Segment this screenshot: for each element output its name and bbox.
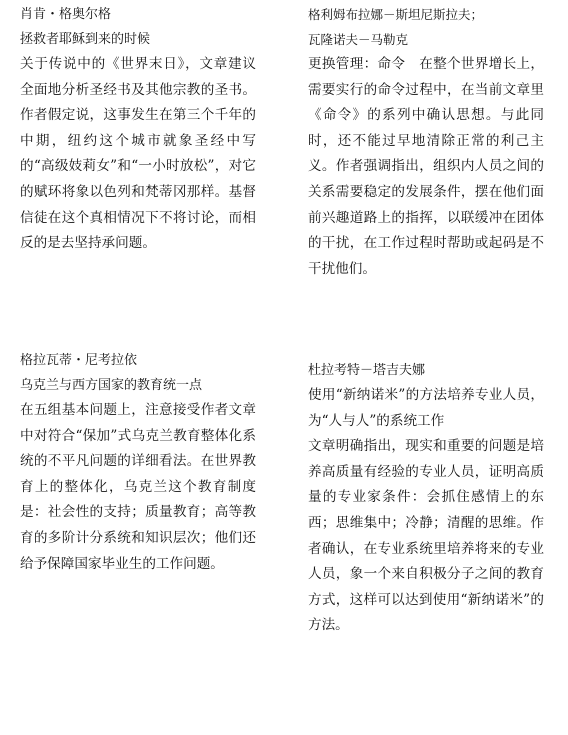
entry-2 [308, 2, 544, 282]
entry-author: 格利姆布拉娜－斯坦尼斯拉夫； [308, 7, 484, 22]
entry-body: 关于传说中的《世界末日》，文章建议全面地分析圣经书及其他宗教的圣书。作者假定说，这事发生在第三个千年的中期，纽约这个城市就象圣经中写的“高级妓莉女”和“一小时放松”，对它的赋环将象以色列和梵蒂冈那样。基督信徒在这个真相情况下不将讨论，而相反的是去坚持承问题。 [20, 56, 256, 252]
entry-title: 拯救者耶稣到来的时候 [20, 32, 151, 47]
entry-title: 瓦隆诺夫－马勒克 [308, 32, 409, 47]
entry-author: 肖肯・格奥尔格 [20, 7, 112, 22]
entry-title: 乌克兰与西方国家的教育统一点 [20, 378, 203, 393]
entry-body: 在五组基本问题上，注意接受作者文章中对符合“保加”式乌克兰教育整体化系统的不平凡问题的详细看法。在世界教育上的整体化，乌克兰这个教育制度是：社会性的支持；质量教育；高等教育的多阶计分系统和知识层次；他们还给予保障国家毕业生的工作问题。 [20, 402, 256, 572]
entry-author: 杜拉考特－塔吉夫娜 [308, 363, 426, 378]
entry-4 [308, 358, 544, 639]
entry-1 [20, 2, 256, 257]
entry-author: 格拉瓦蒂・尼考拉依 [20, 353, 138, 368]
entry-body: 文章明确指出，现实和重要的问题是培养高质量有经验的专业人员，证明高质量的专业家条件：会抓住感情上的东西；思维集中；冷静；清醒的思维。作者确认，在专业系统里培养将来的专业人员，象一个来自积极分子之间的教育方式，这样可以达到使用“新纳诺米”的方法。 [308, 438, 544, 634]
entry-body: 更换管理：命令 在整个世界增长上，需要实行的命令过程中，在当前文章里《命令》的系列中确认思想。与此同时，还不能过早地清除正常的利己主义。作者强调指出，组织内人员之间的关系需要稳定的发展条件，摆在他们面前兴趣道路上的指挥，以联缓冲在团体的干扰，在工作过程时帮助或起码是不干扰他们。 [308, 56, 544, 277]
entry-3 [20, 348, 256, 577]
entry-body-lead: 使用“新纳诺米”的方法培养专业人员，为“人与人”的系统工作 [308, 387, 544, 429]
